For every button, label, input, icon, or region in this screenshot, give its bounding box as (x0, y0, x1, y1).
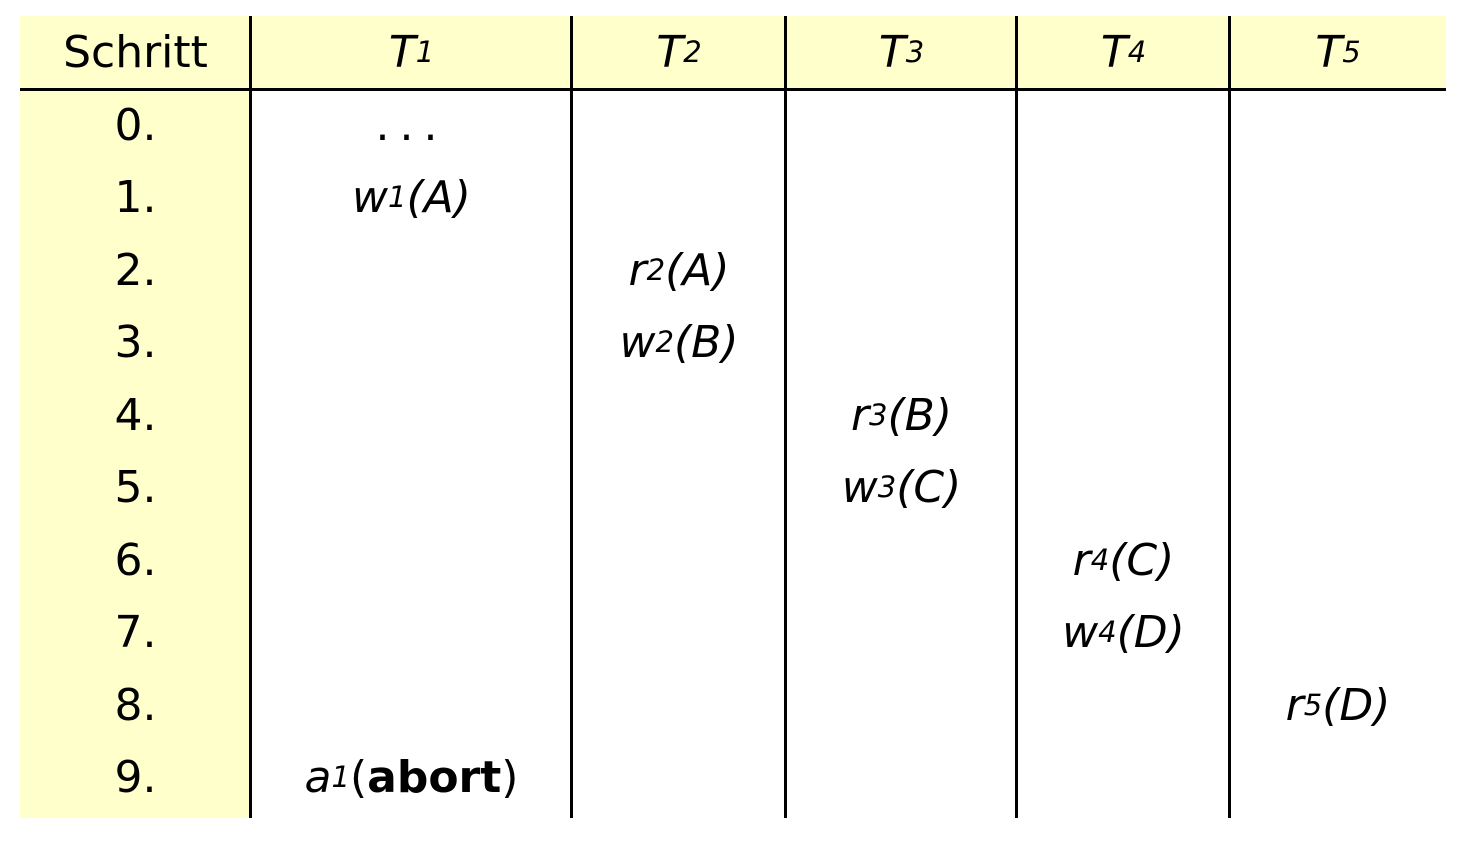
op-arg: (C) (1109, 535, 1175, 586)
op-letter: r (628, 245, 647, 296)
t4-sub: 4 (1127, 35, 1147, 70)
header-t2 (572, 16, 786, 90)
op-step4-t3 (786, 380, 1017, 452)
t3-sub: 3 (905, 35, 925, 70)
header-t1 (251, 16, 572, 90)
op-letter: a (304, 752, 332, 803)
op-sub: 1 (388, 180, 407, 215)
t1-name: T (388, 27, 416, 78)
op-arg: (D) (1322, 680, 1391, 731)
op-arg: (B) (887, 390, 953, 441)
op-step5-t3 (786, 452, 1017, 524)
op-arg: (B) (673, 317, 739, 368)
op-sub: 5 (1303, 688, 1323, 723)
column-divider-1 (249, 16, 252, 818)
op-sub: 2 (646, 253, 666, 288)
op-letter: w (1062, 607, 1099, 658)
step-0: 0. (114, 100, 157, 151)
t4-name: T (1100, 27, 1128, 78)
op-sub: 4 (1098, 615, 1117, 650)
op-step1-t1 (251, 162, 572, 234)
op-letter: w (352, 172, 389, 223)
header-t3 (786, 16, 1017, 90)
step-8: 8. (114, 680, 157, 731)
op-sub: 3 (877, 470, 897, 505)
step-5: 5. (114, 462, 157, 513)
header-t5 (1230, 16, 1446, 90)
op-step6-t4 (1017, 525, 1230, 597)
op-letter: w (841, 462, 878, 513)
t5-sub: 5 (1342, 35, 1361, 70)
abort-keyword: abort (367, 752, 502, 803)
step-4: 4. (114, 390, 157, 441)
column-divider-2 (570, 16, 573, 818)
op-letter: r (1285, 680, 1304, 731)
header-t4 (1017, 16, 1230, 90)
op-step7-t4 (1017, 597, 1230, 669)
op-sub: 2 (655, 325, 674, 360)
column-divider-3 (784, 16, 787, 818)
op-letter: w (619, 317, 656, 368)
ellipsis: ... (375, 100, 448, 151)
column-divider-5 (1228, 16, 1231, 818)
op-step3-t2 (572, 307, 786, 379)
op-sub: 4 (1090, 543, 1110, 578)
step-2: 2. (114, 245, 157, 296)
t1-sub: 1 (415, 35, 435, 70)
t2-name: T (656, 27, 684, 78)
header-divider (20, 88, 1446, 91)
op-arg: (C) (896, 462, 962, 513)
step-7: 7. (114, 607, 157, 658)
header-step-label (20, 16, 251, 90)
t3-name: T (878, 27, 906, 78)
step-3: 3. (114, 317, 157, 368)
t5-name: T (1315, 27, 1343, 78)
op-letter: r (850, 390, 870, 441)
open-paren: ( (349, 752, 368, 803)
op-step9-t1 (251, 742, 572, 814)
step-9: 9. (114, 752, 157, 803)
schedule-table (20, 16, 1446, 818)
op-letter: r (1072, 535, 1091, 586)
op-arg: (D) (1116, 607, 1185, 658)
op-step0-t1 (251, 90, 572, 162)
step-6: 6. (114, 535, 157, 586)
op-arg: (A) (665, 245, 730, 296)
step-1: 1. (114, 172, 157, 223)
op-arg: (A) (406, 172, 471, 223)
op-sub: 3 (869, 398, 888, 433)
op-sub: 1 (331, 760, 350, 795)
op-step8-t5 (1230, 670, 1446, 742)
close-paren: ) (501, 752, 519, 803)
step-label-text: Schritt (63, 27, 208, 78)
column-divider-4 (1015, 16, 1018, 818)
t2-sub: 2 (683, 35, 702, 70)
op-step2-t2 (572, 235, 786, 307)
